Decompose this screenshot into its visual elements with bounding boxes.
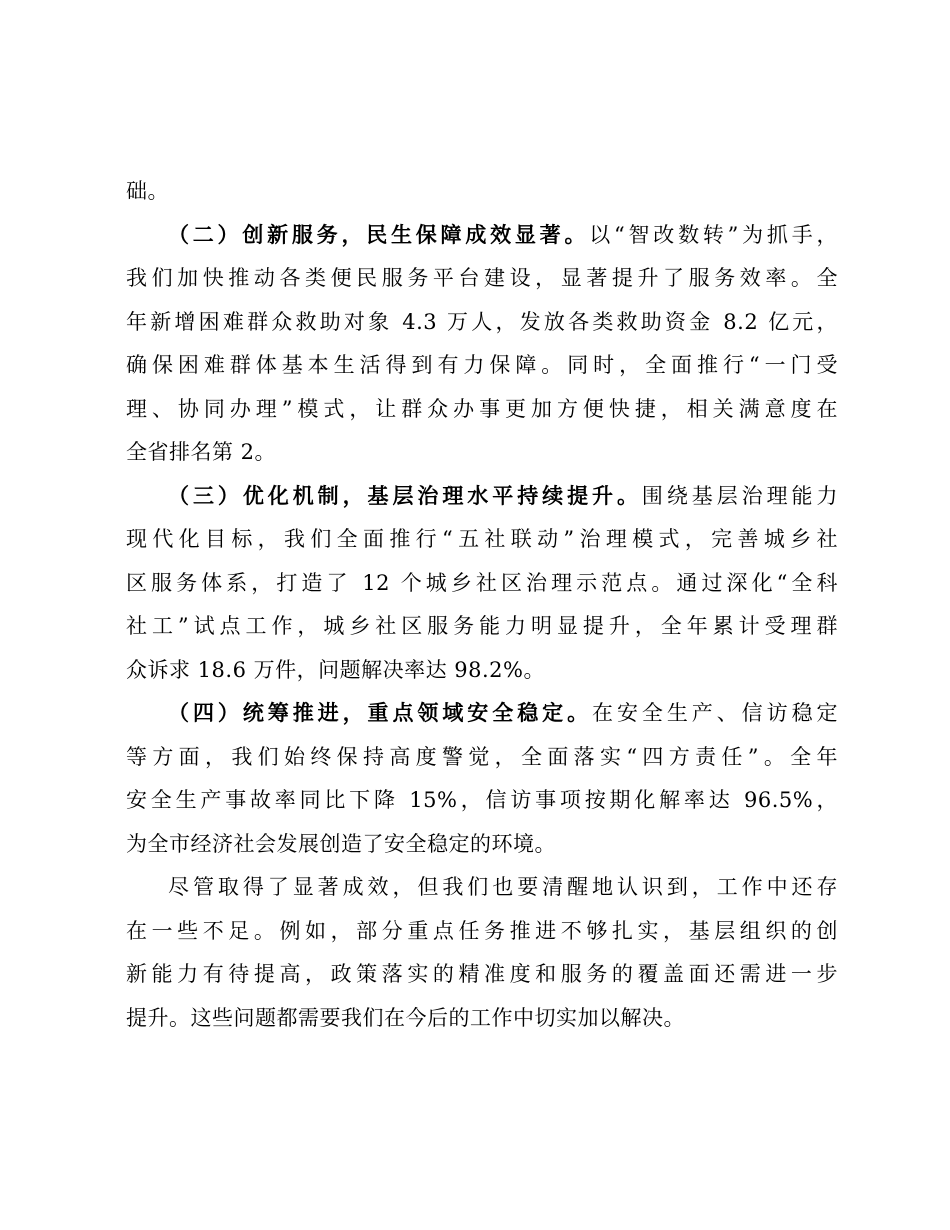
paragraph-text: 围绕基层治理能力 [641,483,839,508]
paragraph-3-heading-line [126,475,838,519]
paragraph-line: 区服务体系，打造了 12 个城乡社区治理示范点。通过深化“全科 [126,570,838,595]
paragraph-line: 理、协同办理”模式，让群众办事更加方便快捷，相关满意度在 [126,396,838,421]
paragraph-line: 社工”试点工作，城乡社区服务能力明显提升，全年累计受理群 [126,614,838,638]
paragraph-line: 现代化目标，我们全面推行“五社联动”治理模式，完善城乡社 [126,527,838,551]
paragraph-4-heading-line [126,692,838,736]
paragraph-line: 为全市经济社会发展创造了安全稳定的环境。 [126,831,556,856]
paragraph-line: 提升。这些问题都需要我们在今后的工作中切实加以解决。 [126,1005,685,1030]
paragraph-line: 年新增困难群众救助对象 4.3 万人，发放各类救助资金 8.2 亿元， [126,309,838,334]
paragraph-2-heading-line [126,214,838,258]
paragraph-line: 在一些不足。例如，部分重点任务推进不够扎实，基层组织的创 [126,918,838,943]
paragraph-line: 等方面，我们始终保持高度警觉，全面落实“四方责任”。全年 [126,744,838,769]
paragraph-continuation-line: 础。 [126,179,169,203]
paragraph-line: 安全生产事故率同比下降 15%，信访事项按期化解率达 96.5%， [126,788,838,812]
paragraph-text: 在安全生产、信访稳定 [592,701,839,725]
paragraph-line: 我们加快推动各类便民服务平台建设，显著提升了服务效率。全 [126,266,838,290]
paragraph-line: 众诉求 18.6 万件，问题解决率达 98.2%。 [126,657,545,682]
section-heading-3: （三）优化机制，基层治理水平持续提升。 [168,483,642,508]
paragraph-line: 尽管取得了显著成效，但我们也要清醒地认识到，工作中还存 [168,875,838,899]
paragraph-line: 新能力有待提高，政策落实的精准度和服务的覆盖面还需进一步 [126,962,838,986]
section-heading-4: （四）统筹推进，重点领域安全稳定。 [168,701,593,725]
paragraph-line: 全省排名第 2。 [126,440,277,464]
document-body [126,170,838,1040]
paragraph-line: 确保困难群体基本生活得到有力保障。同时，全面推行“一门受 [126,353,838,377]
paragraph-text: 以“智改数转”为抓手， [589,222,838,247]
section-heading-2: （二）创新服务，民生保障成效显著。 [168,222,590,247]
